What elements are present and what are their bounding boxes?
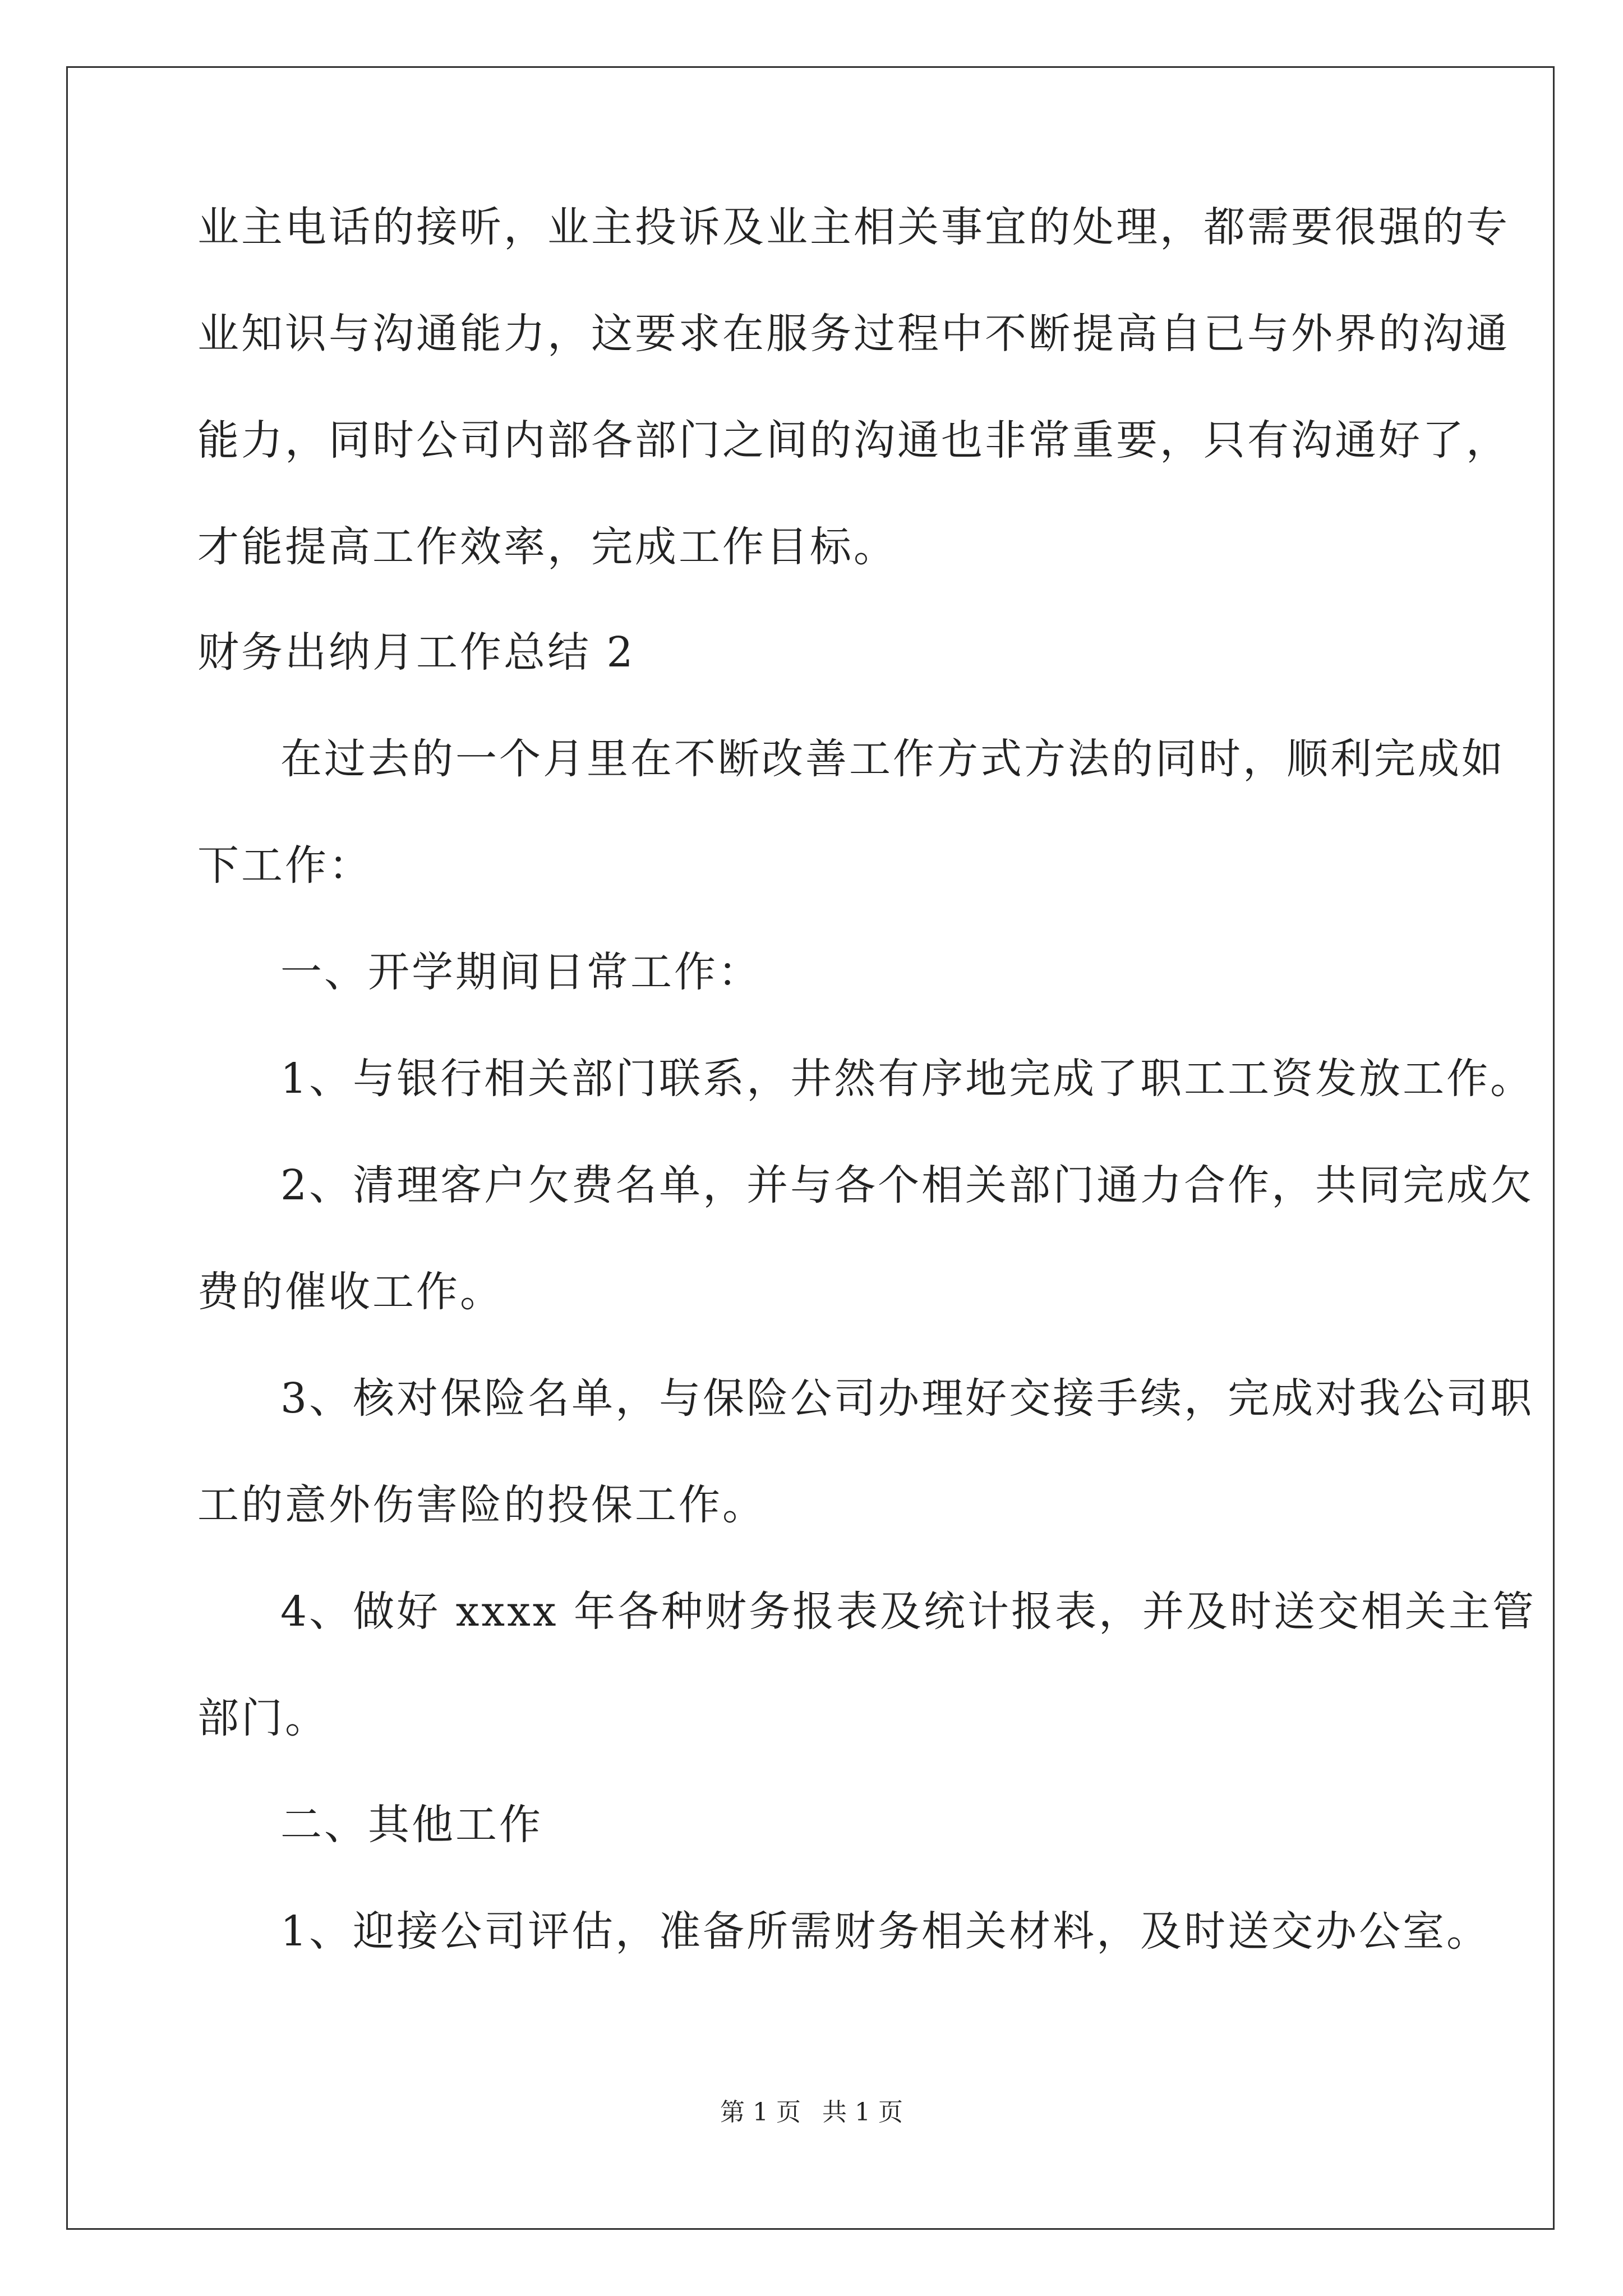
paragraph-line: 业知识与沟通能力，这要求在服务过程中不断提高自已与外界的沟通 — [197, 310, 1510, 358]
paragraph-line: 业主电话的接听，业主投诉及业主相关事宜的处理，都需要很强的专 — [197, 203, 1510, 251]
paragraph-line: 在过去的一个月里在不断改善工作方式方法的同时，顺利完成如 — [280, 735, 1505, 783]
subheading: 二、其他工作 — [280, 1801, 543, 1849]
list-item: 2、清理客户欠费名单，并与各个相关部门通力合作，共同完成欠 — [280, 1161, 1534, 1209]
page-border — [66, 66, 1555, 2230]
paragraph-line: 下工作： — [197, 841, 372, 890]
paragraph-line: 工的意外伤害险的投保工作。 — [197, 1481, 766, 1529]
page-footer — [0, 2097, 1623, 2128]
list-item: 1、迎接公司评估，准备所需财务相关材料，及时送交办公室。 — [280, 1907, 1491, 1955]
subheading: 一、开学期间日常工作： — [280, 948, 762, 996]
paragraph-line: 费的催收工作。 — [197, 1268, 504, 1316]
page-total: 共 1 页 — [822, 2098, 903, 2127]
paragraph-line: 才能提高工作效率，完成工作目标。 — [197, 523, 897, 571]
list-item: 1、与银行相关部门联系，井然有序地完成了职工工资发放工作。 — [280, 1055, 1534, 1103]
list-item: 4、做好 xxxx 年各种财务报表及统计报表，并及时送交相关主管 — [280, 1588, 1537, 1636]
list-item: 3、核对保险名单，与保险公司办理好交接手续，完成对我公司职 — [280, 1374, 1534, 1423]
section-heading: 财务出纳月工作总结 2 — [197, 628, 635, 677]
page-number: 第 1 页 — [720, 2098, 801, 2127]
paragraph-line: 能力，同时公司内部各部门之间的沟通也非常重要，只有沟通好了， — [197, 416, 1510, 464]
paragraph-line: 部门。 — [197, 1694, 329, 1742]
